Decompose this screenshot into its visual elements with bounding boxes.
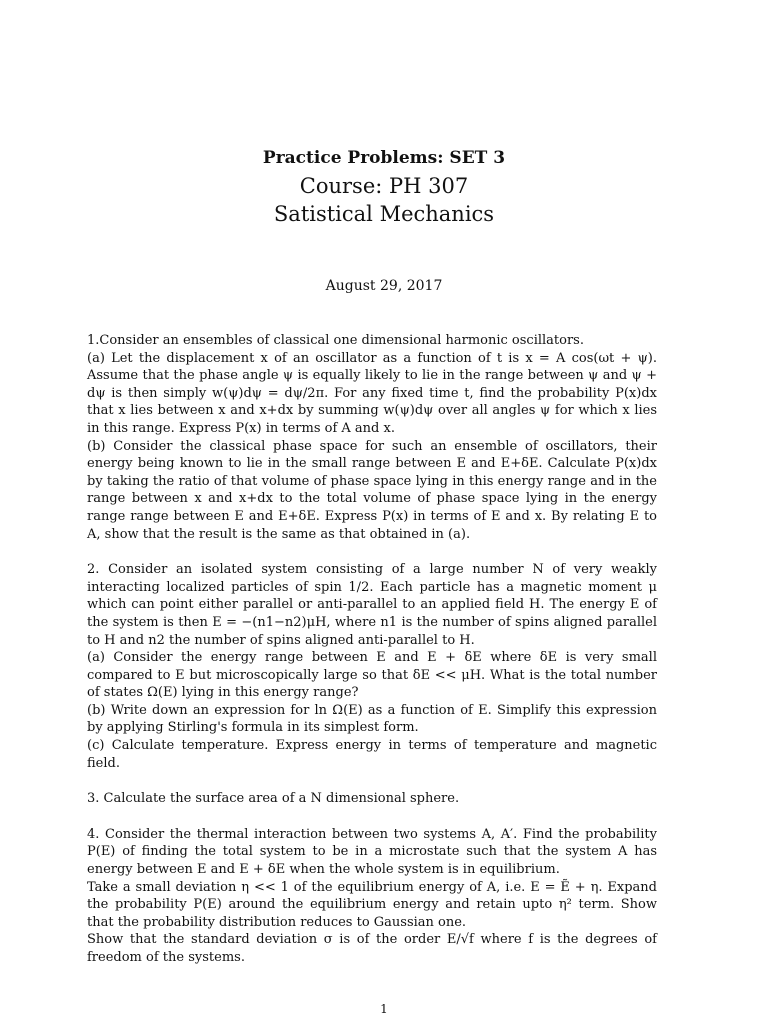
problem-4-std-dev: Show that the standard deviation σ is of the order E/√f where f is the degrees of freedom of the systems.: [87, 932, 657, 965]
course-code: Course: PH 307: [299, 174, 469, 198]
problem-3: 3. Calculate the surface area of a N dimensional sphere.: [87, 791, 460, 807]
problem-1-part-b: (b) Consider the classical phase space for such an ensemble of oscillators, their energy being known to lie in the small range between E and E+δE. Calculate P(x)dx by taking the ratio of that volume of phase space lying in this energy range and in the range between x and x+dx to the total volume of phase space lying in the energy range range between E and E+δE. Express P(x) in terms of E and x. By relating E to A, show that the result is the same as that obtained in (a).: [87, 438, 657, 542]
document-date: August 29, 2017: [325, 278, 443, 294]
course-subject: Satistical Mechanics: [273, 202, 495, 226]
problem-1-part-a: (a) Let the displacement x of an oscillator as a function of t is x = A cos(ωt + ψ). Assume that the phase angle ψ is equally likely to lie in the range between ψ and ψ + dψ is then simply w(ψ)dψ = dψ/2π. For any fixed time t, find the probability P(x)dx that x lies between x and x+dx by summing w(ψ)dψ over all angles ψ for which x lies in this range. Express P(x) in terms of A and x.: [87, 350, 657, 436]
document-title: Practice Problems: SET 3: [262, 148, 506, 168]
problem-2-intro: 2. Consider an isolated system consisting of a large number N of very weakly interacting localized particles of spin 1/2. Each particle has a magnetic moment μ which can point either parallel or anti-parallel to an applied field H. The energy E of the system is then E = −(n1−n2)μH, where n1 is the number of spins aligned parallel to H and n2 the number of spins aligned anti-parallel to H.: [87, 562, 657, 648]
problem-list: [87, 332, 657, 967]
page-number: 1: [380, 1002, 388, 1016]
problem-2-part-b: (b) Write down an expression for ln Ω(E) as a function of E. Simplify this expression by applying Stirling's formula in its simplest form.: [87, 702, 657, 736]
problem-4-expansion: Take a small deviation η << 1 of the equilibrium energy of A, i.e. E = Ẽ + η. Expand the probability P(E) around the equilibrium energy and retain upto η² term. Show that the probability distribution reduces to Gaussian one.: [87, 879, 657, 930]
problem-2-part-a: (a) Consider the energy range between E and E + δE where δE is very small compared to E but microscopically large so that δE << μH. What is the total number of states Ω(E) lying in this energy range?: [87, 650, 657, 701]
problem-4-intro: 4. Consider the thermal interaction between two systems A, A′. Find the probability P(E) of finding the total system to be in a microstate such that the system A has energy between E and E + δE when the whole system is in equilibrium.: [87, 826, 657, 878]
problem-2-part-c: (c) Calculate temperature. Express energy in terms of temperature and magnetic field.: [87, 738, 657, 771]
problem-1-intro: 1.Consider an ensembles of classical one dimensional harmonic oscillators.: [87, 333, 584, 348]
